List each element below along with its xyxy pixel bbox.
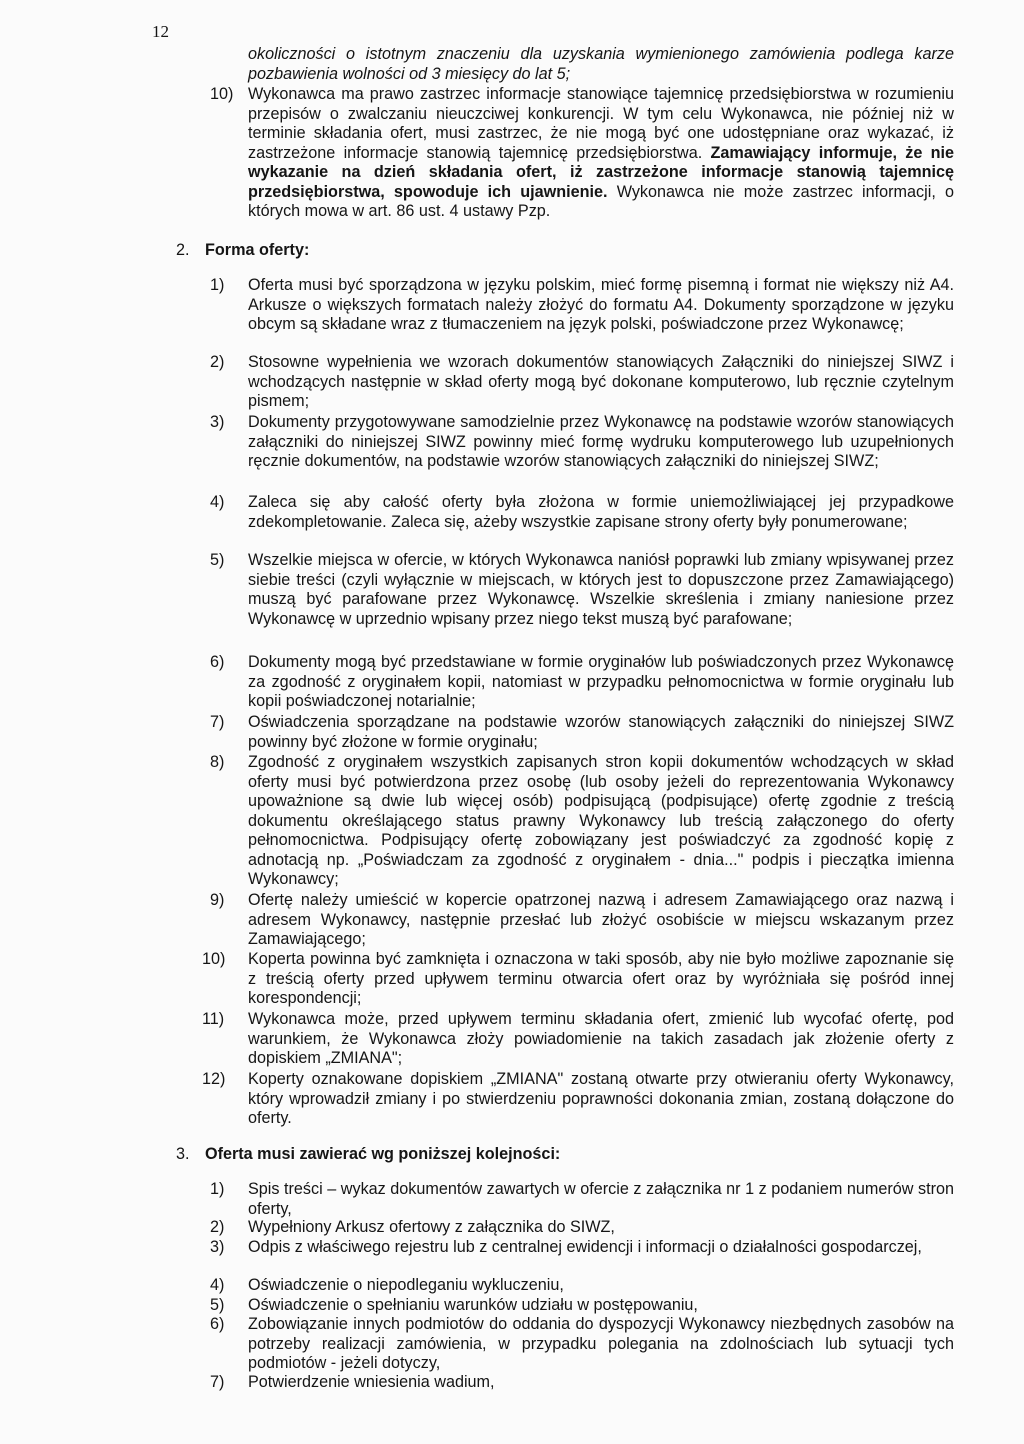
s3-item-5-text: Oświadczenie o spełnianiu warunków udziału w postępowaniu, xyxy=(248,1296,698,1314)
section-3-title: Oferta musi zawierać wg poniższej kolejności: xyxy=(205,1145,561,1163)
item-10-text xyxy=(248,85,954,222)
s3-item-1-text: Spis treści – wykaz dokumentów zawartych w ofercie z załącznika nr 1 z podaniem numerów stron oferty, xyxy=(248,1180,954,1218)
s2-item-6-text: Dokumenty mogą być przedstawiane w formie oryginałów lub poświadczonych przez Wykonawcę za zgodność z oryginałem kopii, natomiast w przypadku pełnomocnictwa w formie oryginału lub kopii poświadczonej notarialnie; xyxy=(248,653,954,710)
s2-item-12-text: Koperty oznakowane dopiskiem „ZMIANA" zostaną otwarte przy otwieraniu oferty Wykonawcy, który wprowadził zmiany i po stwierdzeniu poprawności dokonania zmian, zostaną dołączone do oferty. xyxy=(248,1070,954,1127)
s2-item-4-number: 4) xyxy=(210,493,225,511)
section-3-number: 3. xyxy=(176,1145,190,1163)
s3-item-6-number: 6) xyxy=(210,1315,225,1333)
s2-item-10-text: Koperta powinna być zamknięta i oznaczona w taki sposób, aby nie było możliwe zapoznanie się z treścią oferty przed upływem terminu otwarcia ofert oraz by wyróżniała się pośród innej korespondencji; xyxy=(248,950,954,1007)
item-10-number: 10) xyxy=(210,85,234,103)
s3-item-2-text: Wypełniony Arkusz ofertowy z załącznika do SIWZ, xyxy=(248,1218,615,1236)
s2-item-6-number: 6) xyxy=(210,653,225,671)
s2-item-3-text: Dokumenty przygotowywane samodzielnie przez Wykonawcę na podstawie wzorów stanowiących załączniki do niniejszej SIWZ powinny mieć formę wydruku komputerowego lub uzupełnionych ręcznie dokumentów, na podstawie wzorów stanowiących załączniki do niniejszej SIWZ; xyxy=(248,413,954,470)
s3-item-7-text: Potwierdzenie wniesienia wadium, xyxy=(248,1373,495,1391)
s2-item-11-number: 11) xyxy=(202,1010,225,1028)
item-10-text-a: Wykonawca ma prawo zastrzec informacje stanowiące tajemnicę przedsiębiorstwa w rozumieniu przepisów o zwalczaniu nieuczciwej konkurencji. W tym celu Wykonawca, nie później niż w terminie składania ofert, musi zastrzec, że nie mogą być one udostępniane oraz wykazać, iż zastrzeżone informacje stanowią tajemnicę przedsiębiorstwa. xyxy=(248,85,954,162)
s2-item-11-text: Wykonawca może, przed upływem terminu składania ofert, zmienić lub wycofać ofertę, pod warunkiem, że Wykonawca złoży powiadomienie na takich zasadach jak złożenie oferty z dopiskiem „ZMIANA"; xyxy=(248,1010,954,1067)
s2-item-7-number: 7) xyxy=(210,713,225,731)
s3-item-3-text: Odpis z właściwego rejestru lub z centralnej ewidencji i informacji o działalności gospodarczej, xyxy=(248,1238,922,1256)
s2-item-1-number: 1) xyxy=(210,276,225,294)
section-2-title: Forma oferty: xyxy=(205,241,310,259)
s2-item-7-text: Oświadczenia sporządzane na podstawie wzorów stanowiących załączniki do niniejszej SIWZ powinny być złożone w formie oryginału; xyxy=(248,713,954,751)
s2-item-2-text: Stosowne wypełnienia we wzorach dokumentów stanowiących Załączniki do niniejszej SIWZ i wchodzących następnie w skład oferty mogą być dokonane komputerowo, lub ręcznie czytelnym pismem; xyxy=(248,353,954,410)
s3-item-5-number: 5) xyxy=(210,1296,225,1314)
s2-item-8-text: Zgodność z oryginałem wszystkich zapisanych stron kopii dokumentów wchodzących w skład oferty musi być potwierdzona przez osobę (lub osoby jeżeli do reprezentowania Wykonawcy upoważnione są dwie lub więcej osób) podpisującą (podpisujące) ofertę zgodnie z treścią dokumentu określającego status prawny Wykonawcy lub treścią załączonego do oferty pełnomocnictwa. Podpisujący ofertę zobowiązany jest poświadczyć za zgodność kopię z adnotacją np. „Poświadczam za zgodność z oryginałem - dnia..." podpis i pieczątka imienna Wykonawcy; xyxy=(248,753,954,888)
s2-item-3-number: 3) xyxy=(210,413,225,431)
s3-item-1-number: 1) xyxy=(210,1180,225,1198)
continuation-paragraph: okoliczności o istotnym znaczeniu dla uzyskania wymienionego zamówienia podlega karze pozbawienia wolności od 3 miesięcy do lat 5; xyxy=(248,45,954,83)
s3-item-7-number: 7) xyxy=(210,1373,225,1391)
s2-item-5-text: Wszelkie miejsca w ofercie, w których Wykonawca naniósł poprawki lub zmiany wpisywanej przez siebie treści (czyli wyłącznie w miejscach, w których jest to dopuszczone przez Zamawiającego) muszą być parafowane przez Wykonawcę. Wszelkie skreślenia i zmiany naniesione przez Wykonawcę w uprzednio wpisany przez niego tekst muszą być parafowane; xyxy=(248,551,954,628)
s3-item-6-text: Zobowiązanie innych podmiotów do oddania do dyspozycji Wykonawcy niezbędnych zasobów na potrzeby realizacji zamówienia, w przypadku polegania na zdolnościach lub sytuacji tych podmiotów - jeżeli dotyczy, xyxy=(248,1315,954,1372)
s2-item-8-number: 8) xyxy=(210,753,225,771)
s2-item-2-number: 2) xyxy=(210,353,225,371)
s2-item-12-number: 12) xyxy=(202,1070,226,1088)
s3-item-4-text: Oświadczenie o niepodleganiu wykluczeniu, xyxy=(248,1276,564,1294)
s2-item-4-text: Zaleca się aby całość oferty była złożona w formie uniemożliwiającej jej przypadkowe zdekompletowanie. Zaleca się, ażeby wszystkie zapisane strony oferty były ponumerowane; xyxy=(248,493,954,531)
item-10-text-b: Wykonawca nie może zastrzec informacji, o których mowa w art. 86 ust. 4 ustawy Pzp. xyxy=(248,182,955,220)
s2-item-10-number: 10) xyxy=(202,950,226,968)
s2-item-5-number: 5) xyxy=(210,551,225,569)
s2-item-9-number: 9) xyxy=(210,891,225,909)
section-2-number: 2. xyxy=(176,241,190,259)
item-10-bold-text: Zamawiający informuje, że nie wykazanie na dzień składania ofert, iż zastrzeżone informacje stanowią tajemnicę przedsiębiorstwa, spowoduje ich ujawnienie. xyxy=(248,143,955,201)
s2-item-1-text: Oferta musi być sporządzona w języku polskim, mieć formę pisemną i format nie większy niż A4. Arkusze o większych formatach należy złożyć do formatu A4. Dokumenty sporządzone w języku obcym są składane wraz z tłumaczeniem na język polski, poświadczone przez Wykonawcę; xyxy=(248,276,954,333)
page-number: 12 xyxy=(152,22,169,41)
s3-item-2-number: 2) xyxy=(210,1218,225,1236)
s2-item-9-text: Ofertę należy umieścić w kopercie opatrzonej nazwą i adresem Zamawiającego oraz nazwą i adresem Wykonawcy, następnie przesłać lub złożyć osobiście w miejscu wskazanym przez Zamawiającego; xyxy=(248,891,954,948)
s3-item-3-number: 3) xyxy=(210,1238,225,1256)
s3-item-4-number: 4) xyxy=(210,1276,225,1294)
